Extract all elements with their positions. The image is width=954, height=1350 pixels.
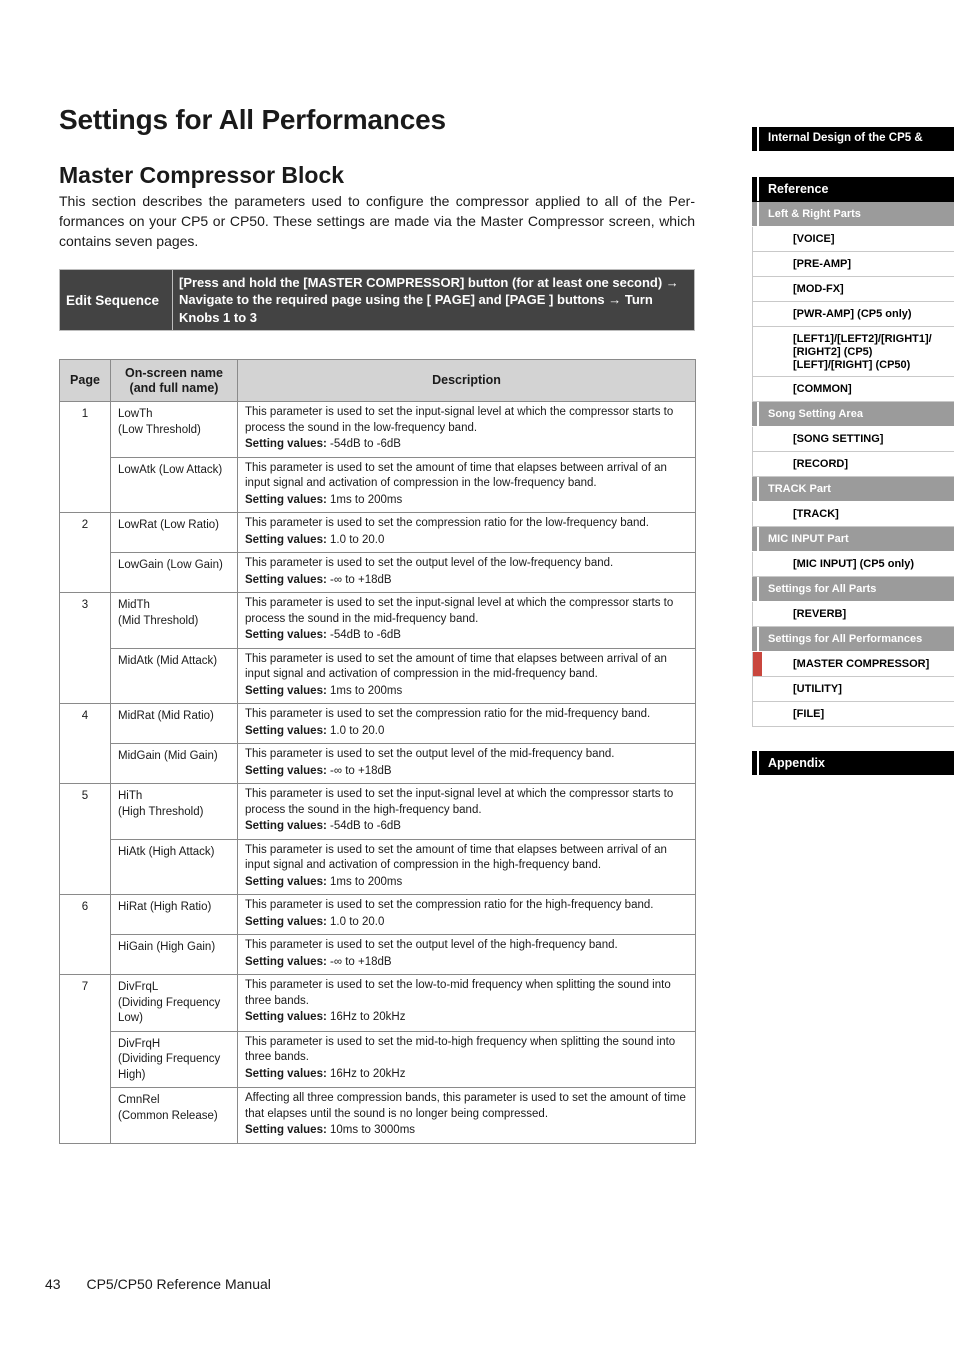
setting-values-label: Setting values: [245,955,327,968]
setting-values [245,915,688,931]
sidebar-item-label: MIC INPUT Part [768,533,849,545]
page-cell: 7 [60,975,111,1144]
sidebar-item-label: [RECORD] [793,458,848,470]
sidebar-item-link[interactable] [752,602,954,627]
sidebar-top-label: Internal Design of the CP5 & CP50 [752,132,923,166]
sidebar-item-link[interactable] [752,327,954,377]
manual-title: CP5/CP50 Reference Manual [86,1276,271,1292]
description-cell [238,895,696,935]
parameter-name-cell: HiAtk (High Attack) [111,839,238,895]
parameter-table [59,359,696,1144]
sidebar-item-sub[interactable] [752,577,954,602]
sidebar-item-sub[interactable] [752,202,954,227]
sidebar-item-label: [MASTER COMPRESSOR] [793,658,930,670]
setting-values-range: 1ms to 200ms [330,493,403,506]
page-cell: 5 [60,784,111,895]
setting-values-range: 10ms to 3000ms [330,1124,416,1136]
sidebar-item-label: [SONG SETTING] [793,433,884,445]
description-text: This parameter is used to set the amount of time that elapses between arrival of an input signal and activation of compression in the high-frequency band. [245,843,667,871]
table-row [60,1031,696,1088]
description-cell [238,1031,696,1088]
table-row [60,457,696,513]
sidebar-item-label: [LEFT1]/[LEFT2]/[RIGHT1]/ [RIGHT2] (CP5) [LEFT]/[RIGHT] (CP50) [793,332,932,371]
description-cell [238,744,696,784]
sidebar-item-label: Reference [768,182,829,196]
setting-values [245,955,688,971]
description-cell [238,648,696,704]
parameter-name-cell: MidAtk (Mid Attack) [111,648,238,704]
description-text: This parameter is used to set the input-signal level at which the compressor starts to process the sound in the mid-frequency band. [245,597,674,625]
parameter-name-cell: LowGain (Low Gain) [111,553,238,593]
sidebar-item-sub[interactable] [752,627,954,652]
sidebar-item-link[interactable] [752,227,954,252]
setting-values-range: -∞ to +18dB [330,764,392,777]
sidebar-item-link[interactable] [752,677,954,702]
sidebar-item-label: TRACK Part [768,483,831,495]
parameter-name-cell: LowAtk (Low Attack) [111,457,238,513]
description-text: This parameter is used to set the input-signal level at which the compressor starts to process the sound in the low-frequency band. [245,406,674,434]
sidebar-item-link[interactable] [752,252,954,277]
sidebar-item-sub[interactable] [752,477,954,502]
setting-values-label: Setting values: [245,1011,327,1023]
description-cell [238,457,696,513]
setting-values [245,437,688,453]
setting-values-range: -54dB to -6dB [330,629,401,641]
page-cell: 3 [60,593,111,704]
setting-values-label: Setting values: [245,438,327,450]
table-row [60,744,696,784]
header-description: Description [238,360,696,402]
parameter-name-cell: HiRat (High Ratio) [111,895,238,935]
parameter-name-cell: CmnRel (Common Release) [111,1088,238,1144]
parameter-name-cell: HiTh (High Threshold) [111,784,238,840]
setting-values-range: 16Hz to 20kHz [330,1011,406,1023]
parameter-name-cell: LowRat (Low Ratio) [111,513,238,553]
sidebar-item-label: [UTILITY] [793,683,842,695]
table-row [60,704,696,744]
table-row [60,935,696,975]
sidebar-list [752,177,954,727]
parameter-name-cell: LowTh (Low Threshold) [111,402,238,458]
sidebar-item-label: Song Setting Area [768,408,863,420]
table-row [60,1088,696,1144]
table-row [60,593,696,649]
description-cell [238,1088,696,1144]
description-text: This parameter is used to set the amount of time that elapses between arrival of an input signal and activation of compression in the mid-frequency band. [245,652,667,680]
setting-values [245,764,688,780]
table-row [60,784,696,840]
setting-values-label: Setting values: [245,1067,327,1080]
setting-values-label: Setting values: [245,764,327,777]
setting-values-label: Setting values: [245,573,327,586]
sidebar-item-label: [REVERB] [793,608,847,620]
description-cell [238,593,696,649]
setting-values [245,628,688,644]
table-header-row [60,360,696,402]
page-title: Settings for All Performances [59,104,446,135]
description-text: Affecting all three compression bands, this parameter is used to set the amount of time that elapses until the sound is no longer being compressed. [245,1092,686,1120]
setting-values [245,724,688,740]
description-text: This parameter is used to set the compression ratio for the low-frequency band. [245,517,649,529]
table-row [60,553,696,593]
sidebar-item-link[interactable] [752,277,954,302]
sidebar-item-sub[interactable] [752,402,954,427]
setting-values-label: Setting values: [245,915,327,928]
table-row [60,402,696,458]
sidebar-item-link[interactable] [752,702,954,727]
setting-values-label: Setting values: [245,875,327,888]
sidebar-item-label: Left & Right Parts [768,208,861,220]
parameter-name-cell: MidGain (Mid Gain) [111,744,238,784]
sidebar-item-sub[interactable] [752,527,954,552]
sidebar-item-link[interactable] [752,427,954,452]
setting-values-range: -54dB to -6dB [330,438,401,450]
table-row [60,895,696,935]
parameter-name-cell: MidRat (Mid Ratio) [111,704,238,744]
setting-values-range: 16Hz to 20kHz [330,1067,406,1080]
description-cell [238,839,696,895]
page-cell: 6 [60,895,111,975]
edit-sequence-box [59,269,695,331]
description-cell [238,704,696,744]
table-row [60,513,696,553]
sidebar-appendix-link[interactable] [752,751,954,775]
setting-values [245,1067,688,1083]
header-name: On-screen name (and full name) [111,360,238,402]
setting-values-range: -∞ to +18dB [330,955,392,968]
setting-values [245,573,688,589]
header-page: Page [60,360,111,402]
sidebar-item-label: Settings for All Parts [768,583,877,595]
setting-values [245,1010,688,1026]
sidebar-item-sec[interactable] [752,177,954,202]
setting-values-range: 1.0 to 20.0 [330,915,385,928]
table-row [60,648,696,704]
description-cell [238,935,696,975]
edit-sequence-text: [Press and hold the [MASTER COMPRESSOR] button (for at least one second) → Navigate to the required page using the [ PAGE] and [PAGE ] buttons → Turn Knobs 1 to 3 [173,270,695,331]
setting-values-range: 1ms to 200ms [330,875,403,888]
description-cell [238,553,696,593]
description-cell [238,784,696,840]
parameter-name-cell: DivFrqL (Dividing Frequency Low) [111,975,238,1032]
sidebar-item-label: [MIC INPUT] (CP5 only) [793,558,914,570]
setting-values-label: Setting values: [245,1124,327,1136]
description-text: This parameter is used to set the compression ratio for the high-frequency band. [245,899,654,911]
setting-values-label: Setting values: [245,533,327,546]
sidebar-top-link[interactable] [752,127,954,166]
description-cell [238,513,696,553]
sidebar-item-label: [PRE-AMP] [793,258,852,270]
parameter-name-cell: MidTh (Mid Threshold) [111,593,238,649]
setting-values [245,875,688,891]
description-text: This parameter is used to set the output level of the high-frequency band. [245,939,618,951]
setting-values-label: Setting values: [245,493,327,506]
description-text: This parameter is used to set the output level of the low-frequency band. [245,557,614,569]
sidebar-item-label: [PWR-AMP] (CP5 only) [793,308,912,320]
page-cell: 4 [60,704,111,784]
setting-values [245,493,688,509]
sidebar-item-label: [TRACK] [793,508,839,520]
edit-sequence-label: Edit Sequence [60,270,173,331]
page-cell: 1 [60,402,111,513]
parameter-name-cell: DivFrqH (Dividing Frequency High) [111,1031,238,1088]
description-text: This parameter is used to set the low-to-mid frequency when splitting the sound into three bands. [245,979,671,1007]
sidebar-item-label: [COMMON] [793,383,852,395]
setting-values-range: 1ms to 200ms [330,684,403,697]
setting-values-range: -∞ to +18dB [330,573,392,586]
setting-values-range: -54dB to -6dB [330,820,401,832]
table-row [60,975,696,1032]
sidebar-item-label: Settings for All Performances [768,633,923,645]
sidebar-appendix-label: Appendix [768,756,825,770]
sidebar-item-label: [MOD-FX] [793,283,844,295]
table-row [60,839,696,895]
description-cell [238,402,696,458]
parameter-name-cell: HiGain (High Gain) [111,935,238,975]
description-text: This parameter is used to set the mid-to-high frequency when splitting the sound into three bands. [245,1035,676,1063]
setting-values-label: Setting values: [245,724,327,737]
sidebar-item-link[interactable] [752,552,954,577]
setting-values-label: Setting values: [245,820,327,832]
description-text: This parameter is used to set the output level of the mid-frequency band. [245,748,615,760]
setting-values [245,684,688,700]
description-text: This parameter is used to set the compression ratio for the mid-frequency band. [245,708,651,720]
setting-values [245,819,688,835]
page-number: 43 [45,1276,61,1292]
sidebar-item-link[interactable] [752,652,954,677]
sidebar-item-label: [FILE] [793,708,825,720]
sidebar-item-link[interactable] [752,377,954,402]
setting-values-range: 1.0 to 20.0 [330,724,385,737]
setting-values-label: Setting values: [245,629,327,641]
page-footer [45,1276,293,1292]
intro-paragraph: This section describes the parameters used to configure the compressor applied to all of the Per-formances on your CP5 or CP50. These settings are made via the Master Compressor screen, which contains seven pages. [59,193,695,249]
sidebar-item-link[interactable] [752,302,954,327]
section-title: Master Compressor Block [59,162,345,188]
setting-values [245,1123,688,1139]
setting-values [245,533,688,549]
page-cell: 2 [60,513,111,593]
sidebar-item-label: [VOICE] [793,233,835,245]
description-text: This parameter is used to set the amount of time that elapses between arrival of an input signal and activation of compression in the low-frequency band. [245,461,667,489]
sidebar-item-link[interactable] [752,502,954,527]
description-text: This parameter is used to set the input-signal level at which the compressor starts to process the sound in the high-frequency band. [245,788,674,816]
setting-values-range: 1.0 to 20.0 [330,533,385,546]
description-cell [238,975,696,1032]
setting-values-label: Setting values: [245,684,327,697]
sidebar-item-link[interactable] [752,452,954,477]
